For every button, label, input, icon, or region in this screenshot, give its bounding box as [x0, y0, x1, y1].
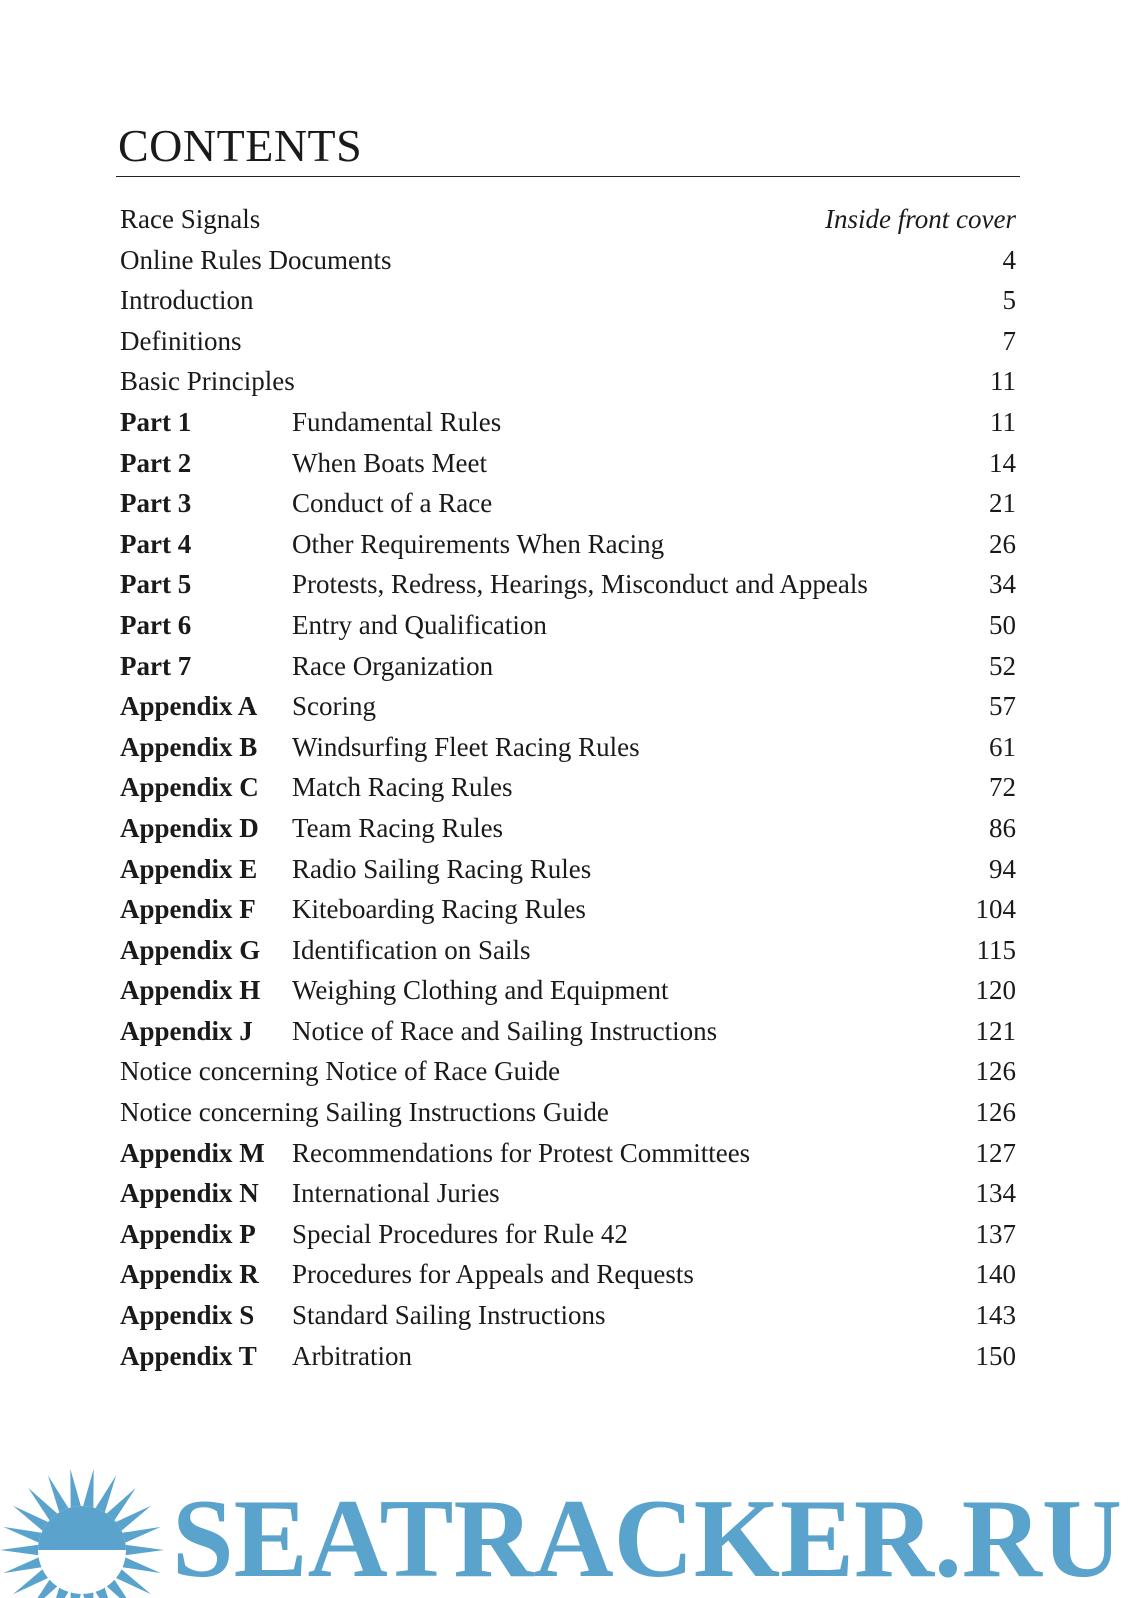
toc-entry-label: Appendix G — [120, 934, 261, 965]
toc-entry-page-number: 115 — [976, 934, 1016, 965]
toc-entry-label: Appendix N — [120, 1178, 259, 1209]
toc-entry-page-number: 11 — [990, 366, 1016, 397]
watermark — [0, 1430, 1129, 1598]
toc-entry-label: Part 2 — [120, 447, 192, 478]
toc-entry[interactable] — [120, 321, 1016, 362]
toc-entry[interactable] — [120, 646, 1016, 687]
toc-entry-label: Appendix A — [120, 691, 258, 722]
toc-entry-page-number: 121 — [975, 1015, 1016, 1046]
watermark-text: SEATRACKER.RU — [172, 1477, 1122, 1598]
toc-entry-title: Notice of Race and Sailing Instructions — [292, 1015, 718, 1046]
toc-entry-title: International Juries — [292, 1178, 500, 1209]
toc-entry-page-number: 126 — [975, 1056, 1016, 1087]
toc-entry-page-number: 86 — [989, 812, 1016, 843]
toc-entry-label: Appendix F — [120, 894, 256, 925]
toc-entry[interactable] — [120, 1011, 1016, 1052]
toc-entry-label: Appendix R — [120, 1259, 259, 1290]
toc-entry-title: Identification on Sails — [292, 934, 531, 965]
toc-entry-title: Race Organization — [292, 650, 494, 681]
toc-entry-title: Radio Sailing Racing Rules — [292, 853, 592, 884]
toc-entry[interactable] — [120, 564, 1016, 605]
toc-entry-page-number: 11 — [990, 406, 1016, 437]
toc-entry-label: Appendix B — [120, 731, 258, 762]
toc-entry-label: Part 3 — [120, 488, 192, 519]
toc-entry[interactable] — [120, 524, 1016, 565]
toc-entry[interactable] — [120, 1092, 1016, 1133]
toc-entry-title: Definitions — [120, 325, 242, 356]
toc-entry-title: Notice concerning Notice of Race Guide — [120, 1056, 561, 1087]
toc-entry-title: Standard Sailing Instructions — [292, 1300, 606, 1331]
toc-entry-title: Kiteboarding Racing Rules — [292, 894, 586, 925]
toc-entry-page-number: 104 — [975, 894, 1016, 925]
toc-entry-title: Scoring — [292, 691, 376, 722]
toc-entry[interactable] — [120, 1336, 1016, 1377]
toc-entry-title: Arbitration — [292, 1340, 412, 1371]
toc-entry[interactable] — [120, 849, 1016, 890]
toc-entry-page-number: 14 — [989, 447, 1016, 478]
page-title: CONTENTS — [118, 120, 363, 171]
toc-entry-label: Appendix J — [120, 1015, 253, 1046]
toc-entry-page-number: 5 — [1002, 285, 1016, 316]
toc-entry-page-number: 72 — [989, 772, 1016, 803]
toc-entry-title: Entry and Qualification — [292, 609, 547, 640]
toc-entry[interactable] — [120, 889, 1016, 930]
toc-entry-label: Appendix P — [120, 1218, 256, 1249]
toc-entry-title: Team Racing Rules — [292, 812, 504, 843]
toc-entry-label: Appendix T — [120, 1340, 257, 1371]
toc-entry-page-number: 120 — [975, 975, 1016, 1006]
toc-entry-page-number: 34 — [989, 569, 1016, 600]
toc-entry-title: Special Procedures for Rule 42 — [292, 1218, 628, 1249]
toc-entry[interactable] — [120, 199, 1016, 240]
toc-entry[interactable] — [120, 686, 1016, 727]
toc-entry-page-number: 134 — [975, 1178, 1016, 1209]
toc-entry-title: Windsurfing Fleet Racing Rules — [292, 731, 640, 762]
toc-entry-title: Race Signals — [120, 204, 261, 234]
toc-entry[interactable] — [120, 808, 1016, 849]
toc-entry-page-number: 143 — [975, 1300, 1016, 1331]
toc-entry[interactable] — [120, 767, 1016, 808]
toc-entry[interactable] — [120, 1051, 1016, 1092]
toc-entry-label: Appendix D — [120, 812, 259, 843]
toc-entry[interactable] — [120, 1214, 1016, 1255]
toc-entry-page-number: 127 — [975, 1137, 1016, 1168]
toc-entry-page-number: 7 — [1002, 325, 1016, 356]
toc-entry-title: Recommendations for Protest Committees — [292, 1137, 751, 1168]
toc-entry-page-number: 140 — [975, 1259, 1016, 1290]
toc-entry-page-number: 21 — [989, 488, 1016, 519]
toc-entry-page-number: 52 — [989, 650, 1016, 681]
toc-entry-title: Basic Principles — [120, 366, 295, 397]
table-of-contents — [120, 199, 1016, 1376]
toc-entry-page-number: 26 — [989, 528, 1016, 559]
toc-entry[interactable] — [120, 1254, 1016, 1295]
toc-entry[interactable] — [120, 970, 1016, 1011]
toc-entry-label: Part 5 — [120, 569, 192, 600]
toc-entry[interactable] — [120, 1173, 1016, 1214]
toc-entry[interactable] — [120, 361, 1016, 402]
toc-entry-label: Part 1 — [120, 406, 192, 437]
toc-entry-label: Appendix E — [120, 853, 258, 884]
toc-entry-page-number: 61 — [989, 731, 1016, 762]
toc-entry-title: Notice concerning Sailing Instructions Guide — [120, 1097, 609, 1128]
toc-entry-page-number: Inside front cover — [825, 204, 1016, 234]
toc-entry[interactable] — [120, 280, 1016, 321]
toc-entry-title: Procedures for Appeals and Requests — [292, 1259, 694, 1290]
toc-entry[interactable] — [120, 930, 1016, 971]
toc-entry[interactable] — [120, 727, 1016, 768]
toc-entry[interactable] — [120, 1133, 1016, 1174]
toc-entry[interactable] — [120, 605, 1016, 646]
toc-entry-page-number: 137 — [975, 1218, 1016, 1249]
toc-entry-label: Appendix M — [120, 1137, 265, 1168]
title-divider — [116, 176, 1020, 177]
toc-entry-page-number: 150 — [975, 1340, 1016, 1371]
toc-entry[interactable] — [120, 443, 1016, 484]
toc-entry-page-number: 94 — [989, 853, 1016, 884]
toc-entry[interactable] — [120, 1295, 1016, 1336]
toc-entry-page-number: 50 — [989, 609, 1016, 640]
toc-entry-page-number: 126 — [975, 1097, 1016, 1128]
toc-entry-title: Weighing Clothing and Equipment — [292, 975, 669, 1006]
toc-entry-label: Appendix C — [120, 772, 259, 803]
sun-icon — [0, 1469, 164, 1598]
toc-entry-label: Part 7 — [120, 650, 192, 681]
toc-entry-label: Part 4 — [120, 528, 192, 559]
toc-entry-title: Conduct of a Race — [292, 488, 493, 519]
toc-entry-title: Introduction — [120, 285, 254, 316]
toc-entry-title: Protests, Redress, Hearings, Misconduct and Appeals — [292, 569, 868, 600]
toc-entry-title: Match Racing Rules — [292, 772, 513, 803]
toc-entry-label: Appendix H — [120, 975, 261, 1006]
toc-entry-title: Other Requirements When Racing — [292, 528, 665, 559]
toc-entry[interactable] — [120, 240, 1016, 281]
toc-entry-label: Appendix S — [120, 1300, 255, 1331]
toc-entry-title: Online Rules Documents — [120, 244, 392, 275]
toc-entry-label: Part 6 — [120, 609, 192, 640]
toc-entry-page-number: 57 — [989, 691, 1016, 722]
toc-entry-title: When Boats Meet — [292, 447, 487, 478]
toc-entry-title: Fundamental Rules — [292, 406, 502, 437]
toc-entry[interactable] — [120, 483, 1016, 524]
toc-entry[interactable] — [120, 402, 1016, 443]
toc-entry-page-number: 4 — [1002, 244, 1016, 275]
